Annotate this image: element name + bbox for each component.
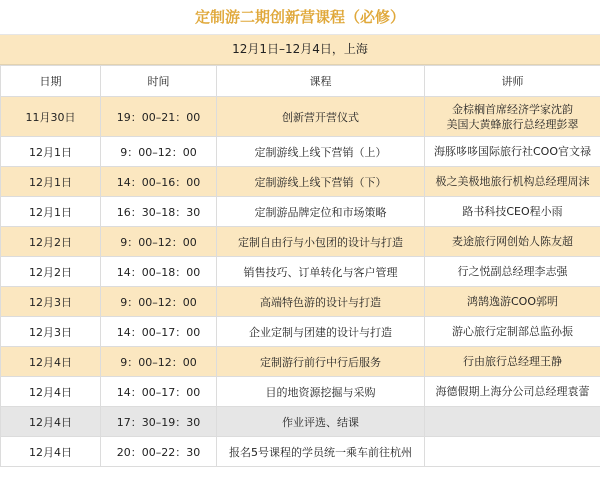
lecturer-cell: [425, 137, 600, 167]
lecturer-cell: [425, 317, 600, 347]
date-cell: 12月3日: [1, 317, 101, 347]
table-row: [1, 167, 600, 197]
time-cell: 17：30–19：30: [101, 407, 217, 437]
course-cell: 定制游行前行中行后服务: [217, 347, 425, 377]
date-cell: 12月3日: [1, 287, 101, 317]
lecturer-cell: [425, 197, 600, 227]
date-cell: 11月30日: [1, 97, 101, 137]
lecturer-cell: [425, 347, 600, 377]
time-cell: 19：00–21：00: [101, 97, 217, 137]
lecturer-cell: [425, 287, 600, 317]
date-cell: 12月4日: [1, 437, 101, 467]
lecturer-name-2: 美国大黄蜂旅行总经理彭翠: [446, 117, 579, 131]
lecturer-cell: [425, 437, 600, 467]
date-cell: 12月4日: [1, 377, 101, 407]
table-row: [1, 317, 600, 347]
lecturer-cell: [425, 97, 600, 137]
lecturer-cell: [425, 377, 600, 407]
table-row: [1, 437, 600, 467]
header-course: 课程: [217, 66, 425, 97]
course-cell: 销售技巧、订单转化与客户管理: [217, 257, 425, 287]
time-cell: 20：00–22：30: [101, 437, 217, 467]
lecturer-cell: [425, 227, 600, 257]
table-row: [1, 407, 600, 437]
header-date: 日期: [1, 66, 101, 97]
table-row: [1, 257, 600, 287]
lecturer-name: 海德假期上海分公司总经理袁蕾: [435, 385, 590, 398]
time-cell: 14：00–17：00: [101, 317, 217, 347]
course-cell: 定制自由行与小包团的设计与打造: [217, 227, 425, 257]
lecturer-name: 麦途旅行网创始人陈友超: [452, 235, 573, 248]
date-cell: 12月4日: [1, 347, 101, 377]
course-cell: 创新营开营仪式: [217, 97, 425, 137]
date-cell: 12月2日: [1, 257, 101, 287]
lecturer-name: 极之美极地旅行机构总经理周沫: [435, 175, 590, 188]
date-cell: 12月4日: [1, 407, 101, 437]
date-cell: 12月1日: [1, 197, 101, 227]
course-cell: 高端特色游的设计与打造: [217, 287, 425, 317]
page-subtitle: 12月1日–12月4日，上海: [0, 35, 600, 65]
table-row: [1, 347, 600, 377]
lecturer-name: 海豚哆哆国际旅行社COO官文禄: [434, 145, 591, 158]
table-row: [1, 137, 600, 167]
time-cell: 9：00–12：00: [101, 137, 217, 167]
course-cell: 企业定制与团建的设计与打造: [217, 317, 425, 347]
course-cell: 定制游线上线下营销（上）: [217, 137, 425, 167]
date-cell: 12月1日: [1, 167, 101, 197]
lecturer-cell: [425, 407, 600, 437]
course-cell: 报名5号课程的学员统一乘车前往杭州: [217, 437, 425, 467]
time-cell: 14：00–17：00: [101, 377, 217, 407]
table-row: [1, 377, 600, 407]
table-row: [1, 197, 600, 227]
time-cell: 16：30–18：30: [101, 197, 217, 227]
table-row: [1, 227, 600, 257]
time-cell: 9：00–12：00: [101, 287, 217, 317]
table-row: [1, 287, 600, 317]
date-cell: 12月1日: [1, 137, 101, 167]
course-cell: 定制游品牌定位和市场策略: [217, 197, 425, 227]
header-time: 时间: [101, 66, 217, 97]
lecturer-cell: [425, 167, 600, 197]
lecturer-name: 行之悦副总经理李志强: [457, 265, 568, 278]
lecturer-name: 路书科技CEO程小雨: [462, 205, 563, 218]
schedule-table: [0, 65, 600, 467]
table-row: [1, 97, 600, 137]
lecturer-name: 鸿鹄逸游COO郭明: [467, 295, 558, 308]
page-title: 定制游二期创新营课程（必修）: [0, 0, 600, 35]
table-header-row: [1, 66, 600, 97]
course-cell: 定制游线上线下营销（下）: [217, 167, 425, 197]
lecturer-name: 游心旅行定制部总监孙振: [452, 325, 573, 338]
time-cell: 9：00–12：00: [101, 227, 217, 257]
course-cell: 作业评选、结课: [217, 407, 425, 437]
course-cell: 目的地资源挖掘与采购: [217, 377, 425, 407]
lecturer-name: 行由旅行总经理王静: [463, 355, 562, 368]
time-cell: 9：00–12：00: [101, 347, 217, 377]
lecturer-name: 金棕榈首席经济学家沈韵: [452, 102, 573, 116]
header-lecturer: 讲师: [425, 66, 600, 97]
time-cell: 14：00–16：00: [101, 167, 217, 197]
time-cell: 14：00–18：00: [101, 257, 217, 287]
date-cell: 12月2日: [1, 227, 101, 257]
lecturer-cell: [425, 257, 600, 287]
